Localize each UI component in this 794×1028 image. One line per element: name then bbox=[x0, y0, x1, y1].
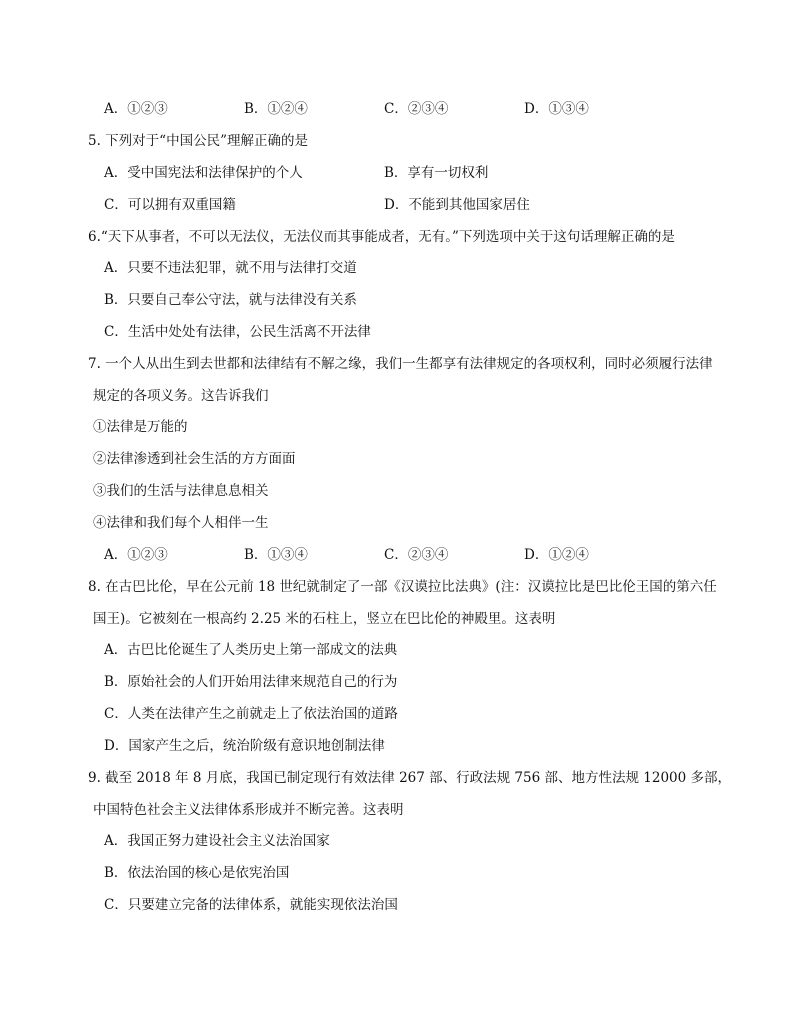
q6-option-b: B．只要自己奉公守法，就与法律没有关系 bbox=[104, 292, 357, 308]
q5-option-a: A．受中国宪法和法律保护的个人 bbox=[104, 165, 303, 181]
q8-option-a: A．古巴比伦诞生了人类历史上第一部成文的法典 bbox=[104, 642, 398, 658]
q6-option-c: C．生活中处处有法律，公民生活离不开法律 bbox=[104, 324, 371, 340]
q4-option-b: B．①②④ bbox=[244, 101, 308, 117]
q7-statement-2: ②法律渗透到社会生活的方方面面 bbox=[93, 451, 296, 467]
q7-statement-3: ③我们的生活与法律息息相关 bbox=[93, 483, 269, 499]
q7-option-b: B．①③④ bbox=[244, 547, 308, 563]
q9-option-b: B．依法治国的核心是依宪治国 bbox=[104, 865, 290, 881]
q6-option-a: A．只要不违法犯罪，就不用与法律打交道 bbox=[104, 260, 357, 276]
q5-option-d: D．不能到其他国家居住 bbox=[384, 197, 530, 213]
q7-option-c: C．②③④ bbox=[384, 547, 449, 563]
q7-stem-line1: 7. 一个人从出生到去世都和法律结有不解之缘，我们一生都享有法律规定的各项权利，同时必须履行法律 bbox=[88, 356, 713, 372]
q8-stem-line1: 8. 在古巴比伦，早在公元前 18 世纪就制定了一部《汉谟拉比法典》(注：汉谟拉比是巴比伦王国的第六任 bbox=[88, 579, 717, 595]
q8-stem-line2: 国王)。它被刻在一根高约 2.25 米的石柱上，竖立在巴比伦的神殿里。这表明 bbox=[93, 611, 556, 627]
q7-option-a: A．①②③ bbox=[104, 547, 168, 563]
q5-option-b: B．享有一切权利 bbox=[384, 165, 489, 181]
q4-option-d: D．①③④ bbox=[524, 101, 589, 117]
q9-stem-line2: 中国特色社会主义法律体系形成并不断完善。这表明 bbox=[93, 802, 404, 818]
q7-statement-4: ④法律和我们每个人相伴一生 bbox=[93, 515, 269, 531]
q7-statement-1: ①法律是万能的 bbox=[93, 419, 188, 435]
q7-stem-line2: 规定的各项义务。这告诉我们 bbox=[93, 388, 269, 404]
q4-option-a: A．①②③ bbox=[104, 101, 168, 117]
q5-option-c: C．可以拥有双重国籍 bbox=[104, 197, 236, 213]
q6-stem: 6.“天下从事者，不可以无法仪，无法仪而其事能成者，无有。”下列选项中关于这句话理解正确的是 bbox=[88, 229, 675, 245]
q5-stem: 5. 下列对于“中国公民”理解正确的是 bbox=[88, 133, 308, 149]
q7-option-d: D．①②④ bbox=[524, 547, 589, 563]
q9-option-c: C．只要建立完备的法律体系，就能实现依法治国 bbox=[104, 897, 398, 913]
q8-option-c: C．人类在法律产生之前就走上了依法治国的道路 bbox=[104, 706, 398, 722]
q4-option-c: C．②③④ bbox=[384, 101, 449, 117]
q9-option-a: A．我国正努力建设社会主义法治国家 bbox=[104, 833, 330, 849]
q8-option-d: D．国家产生之后，统治阶级有意识地创制法律 bbox=[104, 738, 385, 754]
q8-option-b: B．原始社会的人们开始用法律来规范自己的行为 bbox=[104, 674, 398, 690]
q9-stem-line1: 9. 截至 2018 年 8 月底，我国已制定现行有效法律 267 部、行政法规 756 部、地方性法规 12000 多部， bbox=[88, 770, 732, 786]
